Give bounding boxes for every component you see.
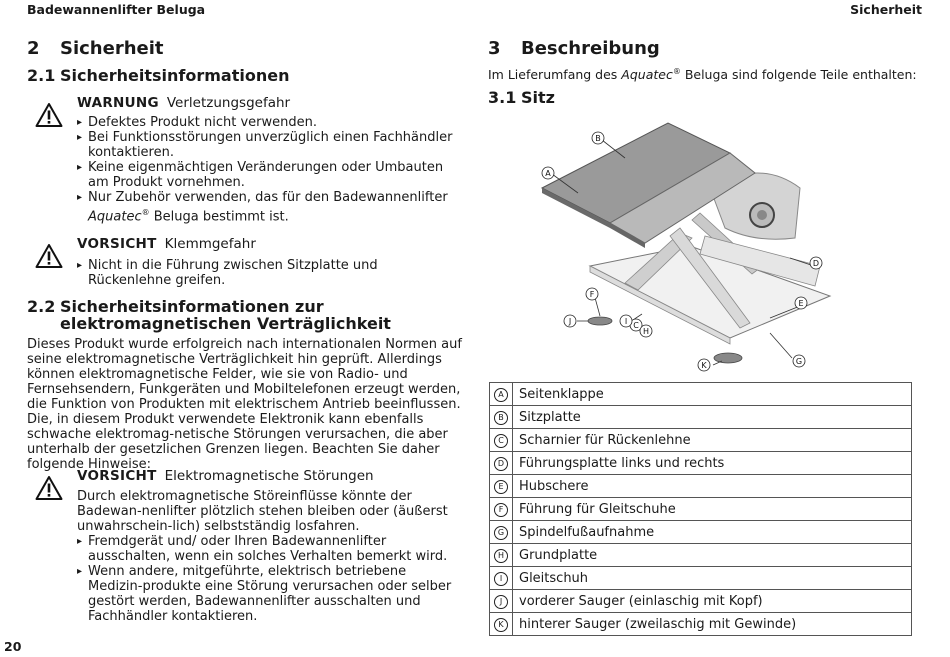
running-header-section: Sicherheit — [850, 2, 922, 17]
part-name: Sitzplatte — [513, 406, 912, 429]
part-name: Grundplatte — [513, 544, 912, 567]
part-name: vorderer Sauger (einlaschig mit Kopf) — [513, 590, 912, 613]
part-letter: J — [494, 595, 508, 609]
caution-emc-notice — [27, 468, 467, 628]
part-name: Seitenklappe — [513, 383, 912, 406]
list-item: ▸ Keine eigenmächtigen Veränderungen oder Umbauten am Produkt vornehmen. — [77, 160, 457, 190]
table-row — [490, 590, 912, 613]
list-item: ▸ Nur Zubehör verwenden, das für den Badewannenlifter Aquatec® Beluga bestimmt ist. — [77, 190, 457, 224]
list-item: ▸ Bei Funktionsstörungen unverzüglich einen Fachhändler kontaktieren. — [77, 130, 457, 160]
warning-triangle-icon — [35, 243, 63, 269]
svg-text:B: B — [595, 134, 601, 143]
list-item: ▸ Fremdgerät und/ oder Ihren Badewannenlifter ausschalten, wenn ein solches Verhalten bemerkt wird. — [77, 534, 462, 564]
caution-pinch-notice — [27, 236, 467, 288]
parts-table — [489, 382, 912, 636]
part-name: Führungsplatte links und rechts — [513, 452, 912, 475]
table-row — [490, 406, 912, 429]
section-3-heading: 3 Beschreibung — [488, 38, 660, 59]
table-row — [490, 567, 912, 590]
caution-emc-body — [77, 489, 462, 624]
part-letter: E — [494, 480, 508, 494]
warning-triangle-icon — [35, 102, 63, 128]
warning-notice — [27, 95, 467, 225]
svg-text:G: G — [795, 357, 803, 366]
page-number: 20 — [4, 639, 22, 654]
caution-emc-list — [77, 534, 462, 624]
warning-title: WARNUNG Verletzungsgefahr — [77, 95, 291, 111]
figure-label-k — [698, 359, 710, 371]
svg-text:D: D — [812, 259, 820, 268]
figure-label-a — [542, 167, 554, 179]
part-name: Spindelfußaufnahme — [513, 521, 912, 544]
figure-label-f — [586, 288, 598, 300]
svg-text:K: K — [701, 361, 707, 370]
table-row — [490, 429, 912, 452]
part-letter: I — [494, 572, 508, 586]
part-name: Scharnier für Rückenlehne — [513, 429, 912, 452]
part-name: Gleitschuh — [513, 567, 912, 590]
caution-pinch-list — [77, 258, 457, 288]
part-name: hinterer Sauger (zweilaschig mit Gewinde) — [513, 613, 912, 636]
figure-label-i — [620, 315, 632, 327]
figure-label-j — [564, 315, 576, 327]
section-2-1-heading: 2.1 Sicherheitsinformationen — [27, 66, 290, 85]
part-letter: F — [494, 503, 508, 517]
svg-text:J: J — [568, 317, 572, 326]
part-name: Hubschere — [513, 475, 912, 498]
part-letter: K — [494, 618, 508, 632]
part-letter: D — [494, 457, 508, 471]
svg-text:A: A — [545, 169, 551, 178]
running-header-title: Badewannenlifter Beluga — [27, 2, 206, 17]
table-row — [490, 475, 912, 498]
list-item: ▸ Defektes Produkt nicht verwenden. — [77, 115, 457, 130]
part-letter: G — [494, 526, 508, 540]
figure-label-d — [810, 257, 822, 269]
table-row — [490, 521, 912, 544]
figure-label-e — [795, 297, 807, 309]
list-item: ▸ Nicht in die Führung zwischen Sitzplatte und Rückenlehne greifen. — [77, 258, 457, 288]
table-row — [490, 613, 912, 636]
section-3-1-heading: 3.1 Sitz — [488, 88, 555, 107]
table-row — [490, 498, 912, 521]
figure-label-g — [793, 355, 805, 367]
caution-emc-title: VORSICHT Elektromagnetische Störungen — [77, 468, 374, 484]
part-letter: H — [494, 549, 508, 563]
scope-of-delivery-intro: Im Lieferumfang des Aquatec® Beluga sind folgende Teile enthalten: — [488, 67, 917, 83]
table-row — [490, 452, 912, 475]
svg-text:H: H — [642, 327, 650, 336]
part-letter: A — [494, 388, 508, 402]
table-row — [490, 544, 912, 567]
part-name: Führung für Gleitschuhe — [513, 498, 912, 521]
svg-text:F: F — [589, 290, 595, 299]
warning-triangle-icon — [35, 475, 63, 501]
figure-label-h — [640, 325, 652, 337]
svg-text:E: E — [798, 299, 804, 308]
svg-text:I: I — [624, 317, 628, 326]
list-item: ▸ Wenn andere, mitgeführte, elektrisch betriebene Medizin-produkte eine Störung verursachen oder selber gestört werden, Badewannenlifter ausschalten und Fachhändler kontaktieren. — [77, 564, 462, 624]
table-row — [490, 383, 912, 406]
warning-list — [77, 115, 457, 224]
emc-paragraph: Dieses Produkt wurde erfolgreich nach internationalen Normen auf seine elektromagnetische Verträglichkeit hin geprüft. Allerdings können elektromagnetische Felder, wie sie von Radio- und Fernsehsendern, Funkgeräten und Mobiltelefonen erzeugt werden, die Funktion von Produkten mit elektrischem Antrieb beeinflussen. Die, in diesem Produkt verwendete Elektronik kann ebenfalls schwache elektromag-netische Störungen verursachen, die aber unterhalb der gesetzlichen Grenzen liegen. Beachten Sie daher folgende Hinweise: — [27, 337, 462, 472]
caution-emc-intro: Durch elektromagnetische Störeinflüsse könnte der Badewan-nenlifter plötzlich stehen bleiben oder (äußerst unwahrschein-lich) selbstständig losfahren. — [77, 489, 448, 534]
part-letter: B — [494, 411, 508, 425]
part-letter: C — [494, 434, 508, 448]
section-2-heading: 2 Sicherheit — [27, 38, 164, 59]
figure-label-b — [592, 132, 604, 144]
seat-illustration — [530, 118, 860, 378]
section-2-2-heading: 2.2 Sicherheitsinformationen zur elektromagnetischen Verträglichkeit — [27, 297, 391, 333]
svg-text:C: C — [633, 321, 639, 330]
caution-pinch-title: VORSICHT Klemmgefahr — [77, 236, 256, 252]
